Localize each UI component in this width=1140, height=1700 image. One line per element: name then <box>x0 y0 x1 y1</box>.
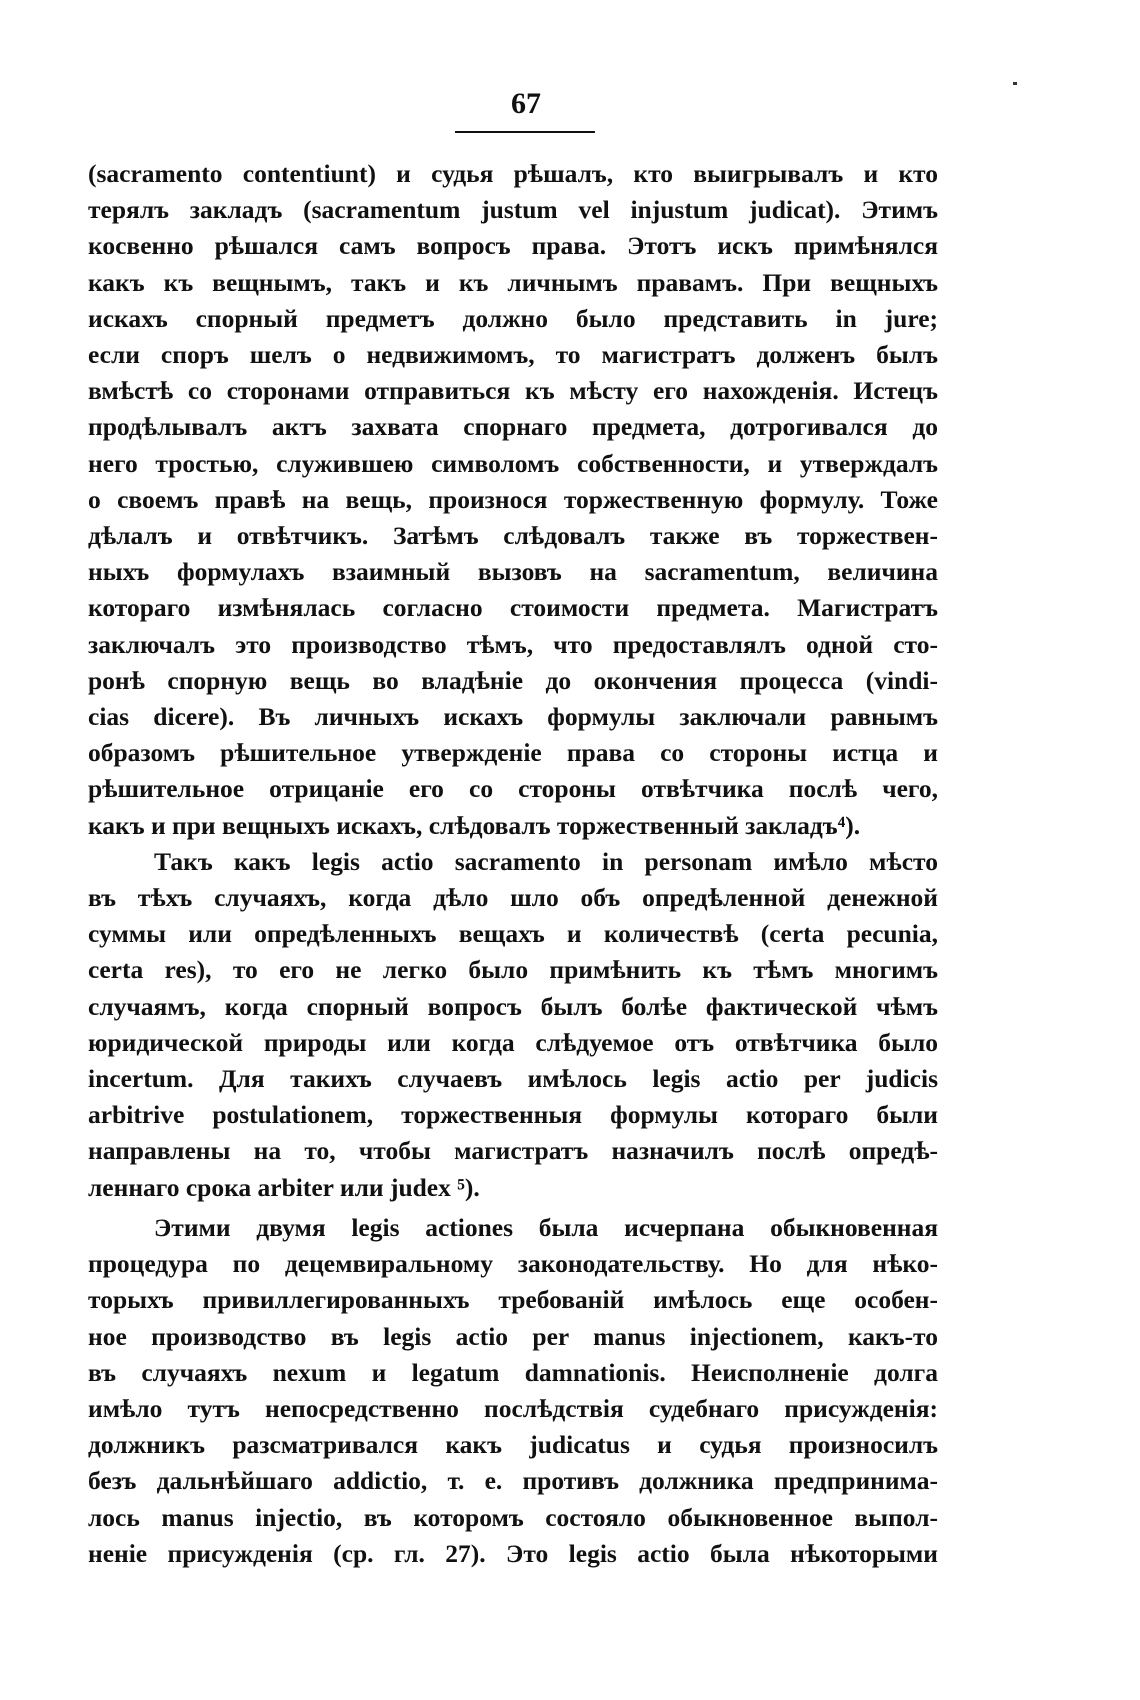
text-line: терялъ закладъ (sacramentum justum vel injustum judicat). Этимъ <box>88 195 938 225</box>
text-line: въ тѣхъ случаяхъ, когда дѣло шло объ опредѣленной денежной <box>88 883 938 913</box>
text-line: суммы или опредѣленныхъ вещахъ и количествѣ (certa pecunia, <box>88 919 938 949</box>
text-line: заключалъ это производство тѣмъ, что предоставлялъ одной сто- <box>88 629 938 659</box>
paragraph-2 <box>88 844 938 1206</box>
text-line: него тростью, служившею символомъ собственности, и утверждалъ <box>88 448 938 478</box>
scan-speck <box>1013 82 1017 85</box>
text-line: дѣлалъ и отвѣтчикъ. Затѣмъ слѣдовалъ также въ торжествен- <box>88 521 938 551</box>
text-line: какъ къ вещнымъ, такъ и къ личнымъ правамъ. При вещныхъ <box>88 267 938 297</box>
text-line: Этими двумя legis actiones была исчерпана обыкновенная <box>154 1212 938 1242</box>
paragraph-3 <box>88 1210 938 1572</box>
text-line: arbitrive postulationem, торжественныя формулы котораго были <box>88 1100 938 1130</box>
text-line: должникъ разсматривался какъ judicatus и судья произносилъ <box>88 1430 938 1460</box>
text-line: вмѣстѣ со сторонами отправиться къ мѣсту его нахожденія. Истецъ <box>88 376 938 406</box>
page-number: 67 <box>511 87 541 120</box>
text-line: incertum. Для такихъ случаевъ имѣлось legis actio per judicis <box>88 1064 938 1094</box>
text-line: (sacramento contentiunt) и судья рѣшалъ, кто выигрывалъ и кто <box>88 159 938 188</box>
text-line: леннаго срока arbiter или judex ⁵). <box>88 1172 480 1202</box>
text-line: какъ и при вещныхъ искахъ, слѣдовалъ торжественный закладъ⁴). <box>88 810 861 840</box>
text-line: котораго измѣнялась согласно стоимости предмета. Магистратъ <box>88 593 938 623</box>
text-line: рѣшительное отрицаніе его со стороны отвѣтчика послѣ чего, <box>88 774 938 804</box>
paragraph-1 <box>88 156 938 844</box>
text-line: торыхъ привиллегированныхъ требованій имѣлось еще особен- <box>88 1285 938 1315</box>
text-line: продѣлывалъ актъ захвата спорнаго предмета, дотрогивался до <box>88 412 938 442</box>
text-line: направлены на то, чтобы магистратъ назначилъ послѣ опредѣ- <box>88 1136 938 1166</box>
text-line: искахъ спорный предметъ должно было представить in jure; <box>88 303 938 333</box>
text-line: безъ дальнѣйшаго addictio, т. е. противъ должника предпринима- <box>88 1466 938 1496</box>
text-line: имѣло тутъ непосредственно послѣдствія судебнаго присужденія: <box>88 1393 938 1423</box>
text-line: ныхъ формулахъ взаимный вызовъ на sacramentum, величина <box>88 557 938 587</box>
page-number-rule <box>455 131 595 133</box>
text-line: случаямъ, когда спорный вопросъ былъ болѣе фактической чѣмъ <box>88 991 938 1021</box>
text-line: cias dicere). Въ личныхъ искахъ формулы заключали равнымъ <box>88 702 938 732</box>
text-line: въ случаяхъ nexum и legatum damnationis. Неисполненіе долга <box>88 1357 938 1387</box>
text-line: Такъ какъ legis actio sacramento in personam имѣло мѣсто <box>154 846 938 876</box>
text-line: неніе присужденія (ср. гл. 27). Это legis actio была нѣкоторыми <box>88 1538 938 1568</box>
text-line: ное производство въ legis actio per manus injectionem, какъ-то <box>88 1321 938 1351</box>
text-line: юридической природы или когда слѣдуемое отъ отвѣтчика было <box>88 1027 938 1057</box>
text-line: процедура по децемвиральному законодательству. Но для нѣко- <box>88 1249 938 1279</box>
text-line: если споръ шелъ о недвижимомъ, то магистратъ долженъ былъ <box>88 340 938 370</box>
text-body <box>88 156 938 1572</box>
text-line: certa res), то его не легко было примѣнить къ тѣмъ многимъ <box>88 955 938 985</box>
text-line: лось manus injectio, въ которомъ состояло обыкновенное выпол- <box>88 1502 938 1532</box>
text-line: образомъ рѣшительное утвержденіе права со стороны истца и <box>88 738 938 768</box>
text-line: о своемъ правѣ на вещь, произнося торжественную формулу. Тоже <box>88 484 938 514</box>
text-line: косвенно рѣшался самъ вопросъ права. Этотъ искъ примѣнялся <box>88 231 938 261</box>
text-line: ронѣ спорную вещь во владѣніе до окончения процесса (vindi- <box>88 665 938 695</box>
